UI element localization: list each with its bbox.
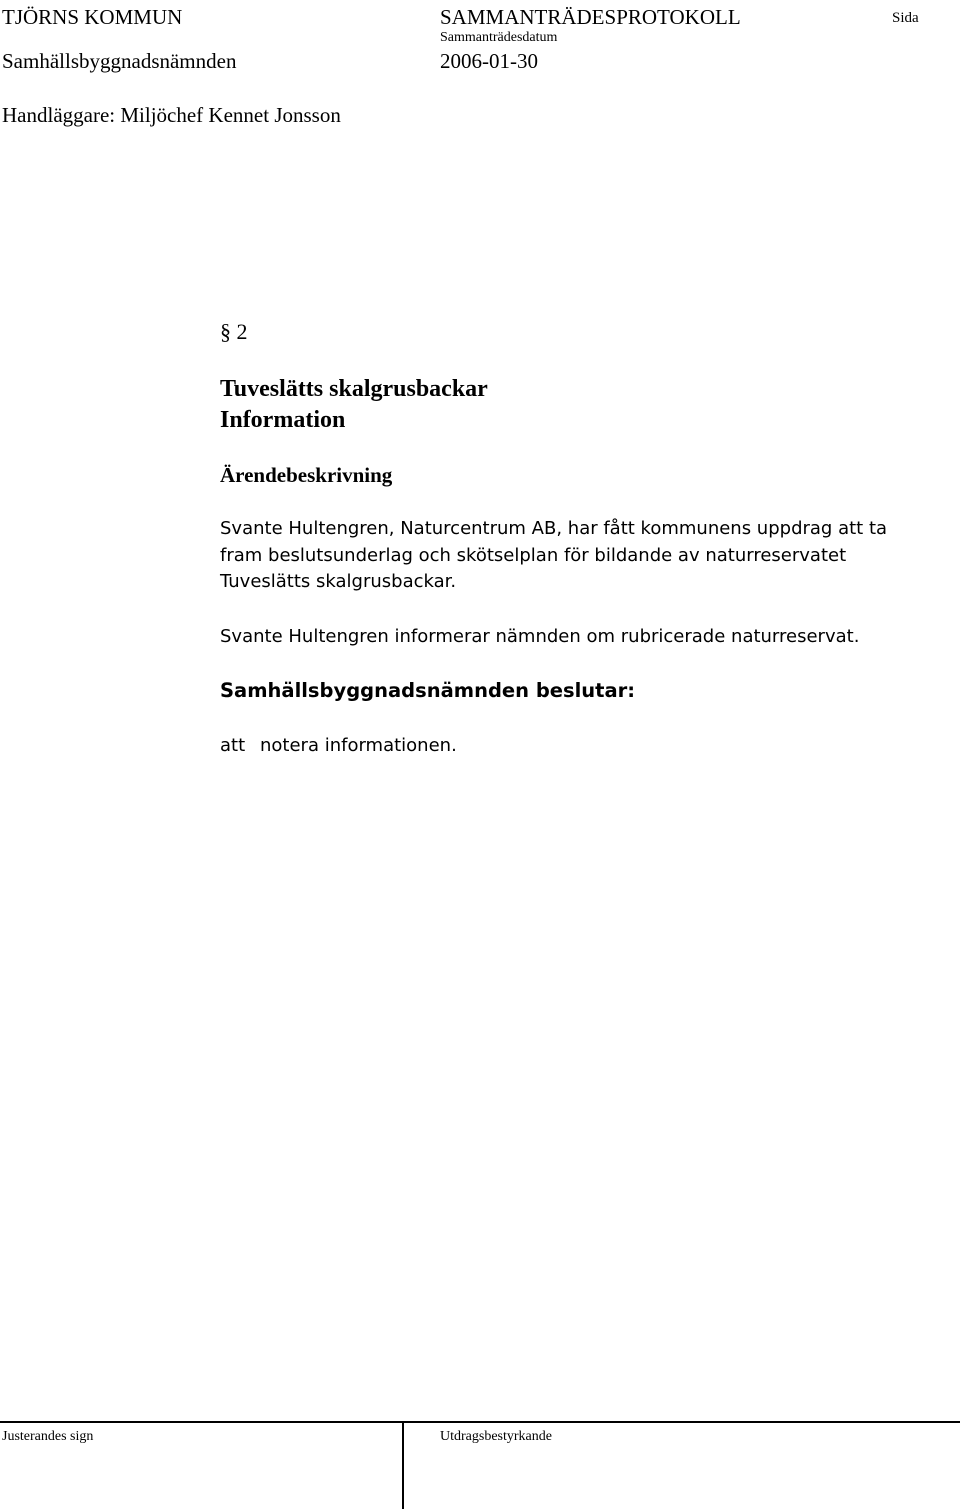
committee-name: Samhällsbyggnadsnämnden	[2, 49, 237, 73]
adjuster-signature-label: Justerandes sign	[2, 1429, 94, 1444]
information-text: Svante Hultengren informerar nämnden om rubricerade naturreservat.	[220, 626, 860, 647]
decision-att: att	[220, 735, 246, 756]
decision	[220, 733, 457, 760]
case-subtitle: Information	[220, 407, 346, 433]
extract-certification-label: Utdragsbestyrkande	[440, 1429, 552, 1444]
decision-text: notera informationen.	[260, 735, 457, 756]
case-handler: Handläggare: Miljöchef Kennet Jonsson	[2, 103, 341, 127]
case-title: Tuveslätts skalgrusbackar	[220, 376, 488, 402]
description-line: Svante Hultengren, Naturcentrum AB, har fått kommunens uppdrag att ta	[220, 518, 888, 539]
meeting-date-label: Sammanträdesdatum	[440, 30, 558, 45]
document-type: SAMMANTRÄDESPROTOKOLL	[440, 5, 741, 29]
description-line: fram beslutsunderlag och skötselplan för bildande av naturreservatet	[220, 544, 847, 566]
meeting-date: 2006-01-30	[440, 49, 538, 73]
description-heading: Ärendebeskrivning	[220, 463, 393, 487]
description-line: Tuveslätts skalgrusbackar.	[220, 571, 457, 592]
paragraph-number: § 2	[220, 319, 248, 344]
case-description	[220, 516, 887, 596]
page-label: Sida	[892, 10, 919, 26]
decision-heading: Samhällsbyggnadsnämnden beslutar:	[220, 679, 636, 702]
footer-divider	[402, 1421, 404, 1509]
footer-rule	[0, 1421, 960, 1423]
organization-name: TJÖRNS KOMMUN	[2, 5, 183, 29]
